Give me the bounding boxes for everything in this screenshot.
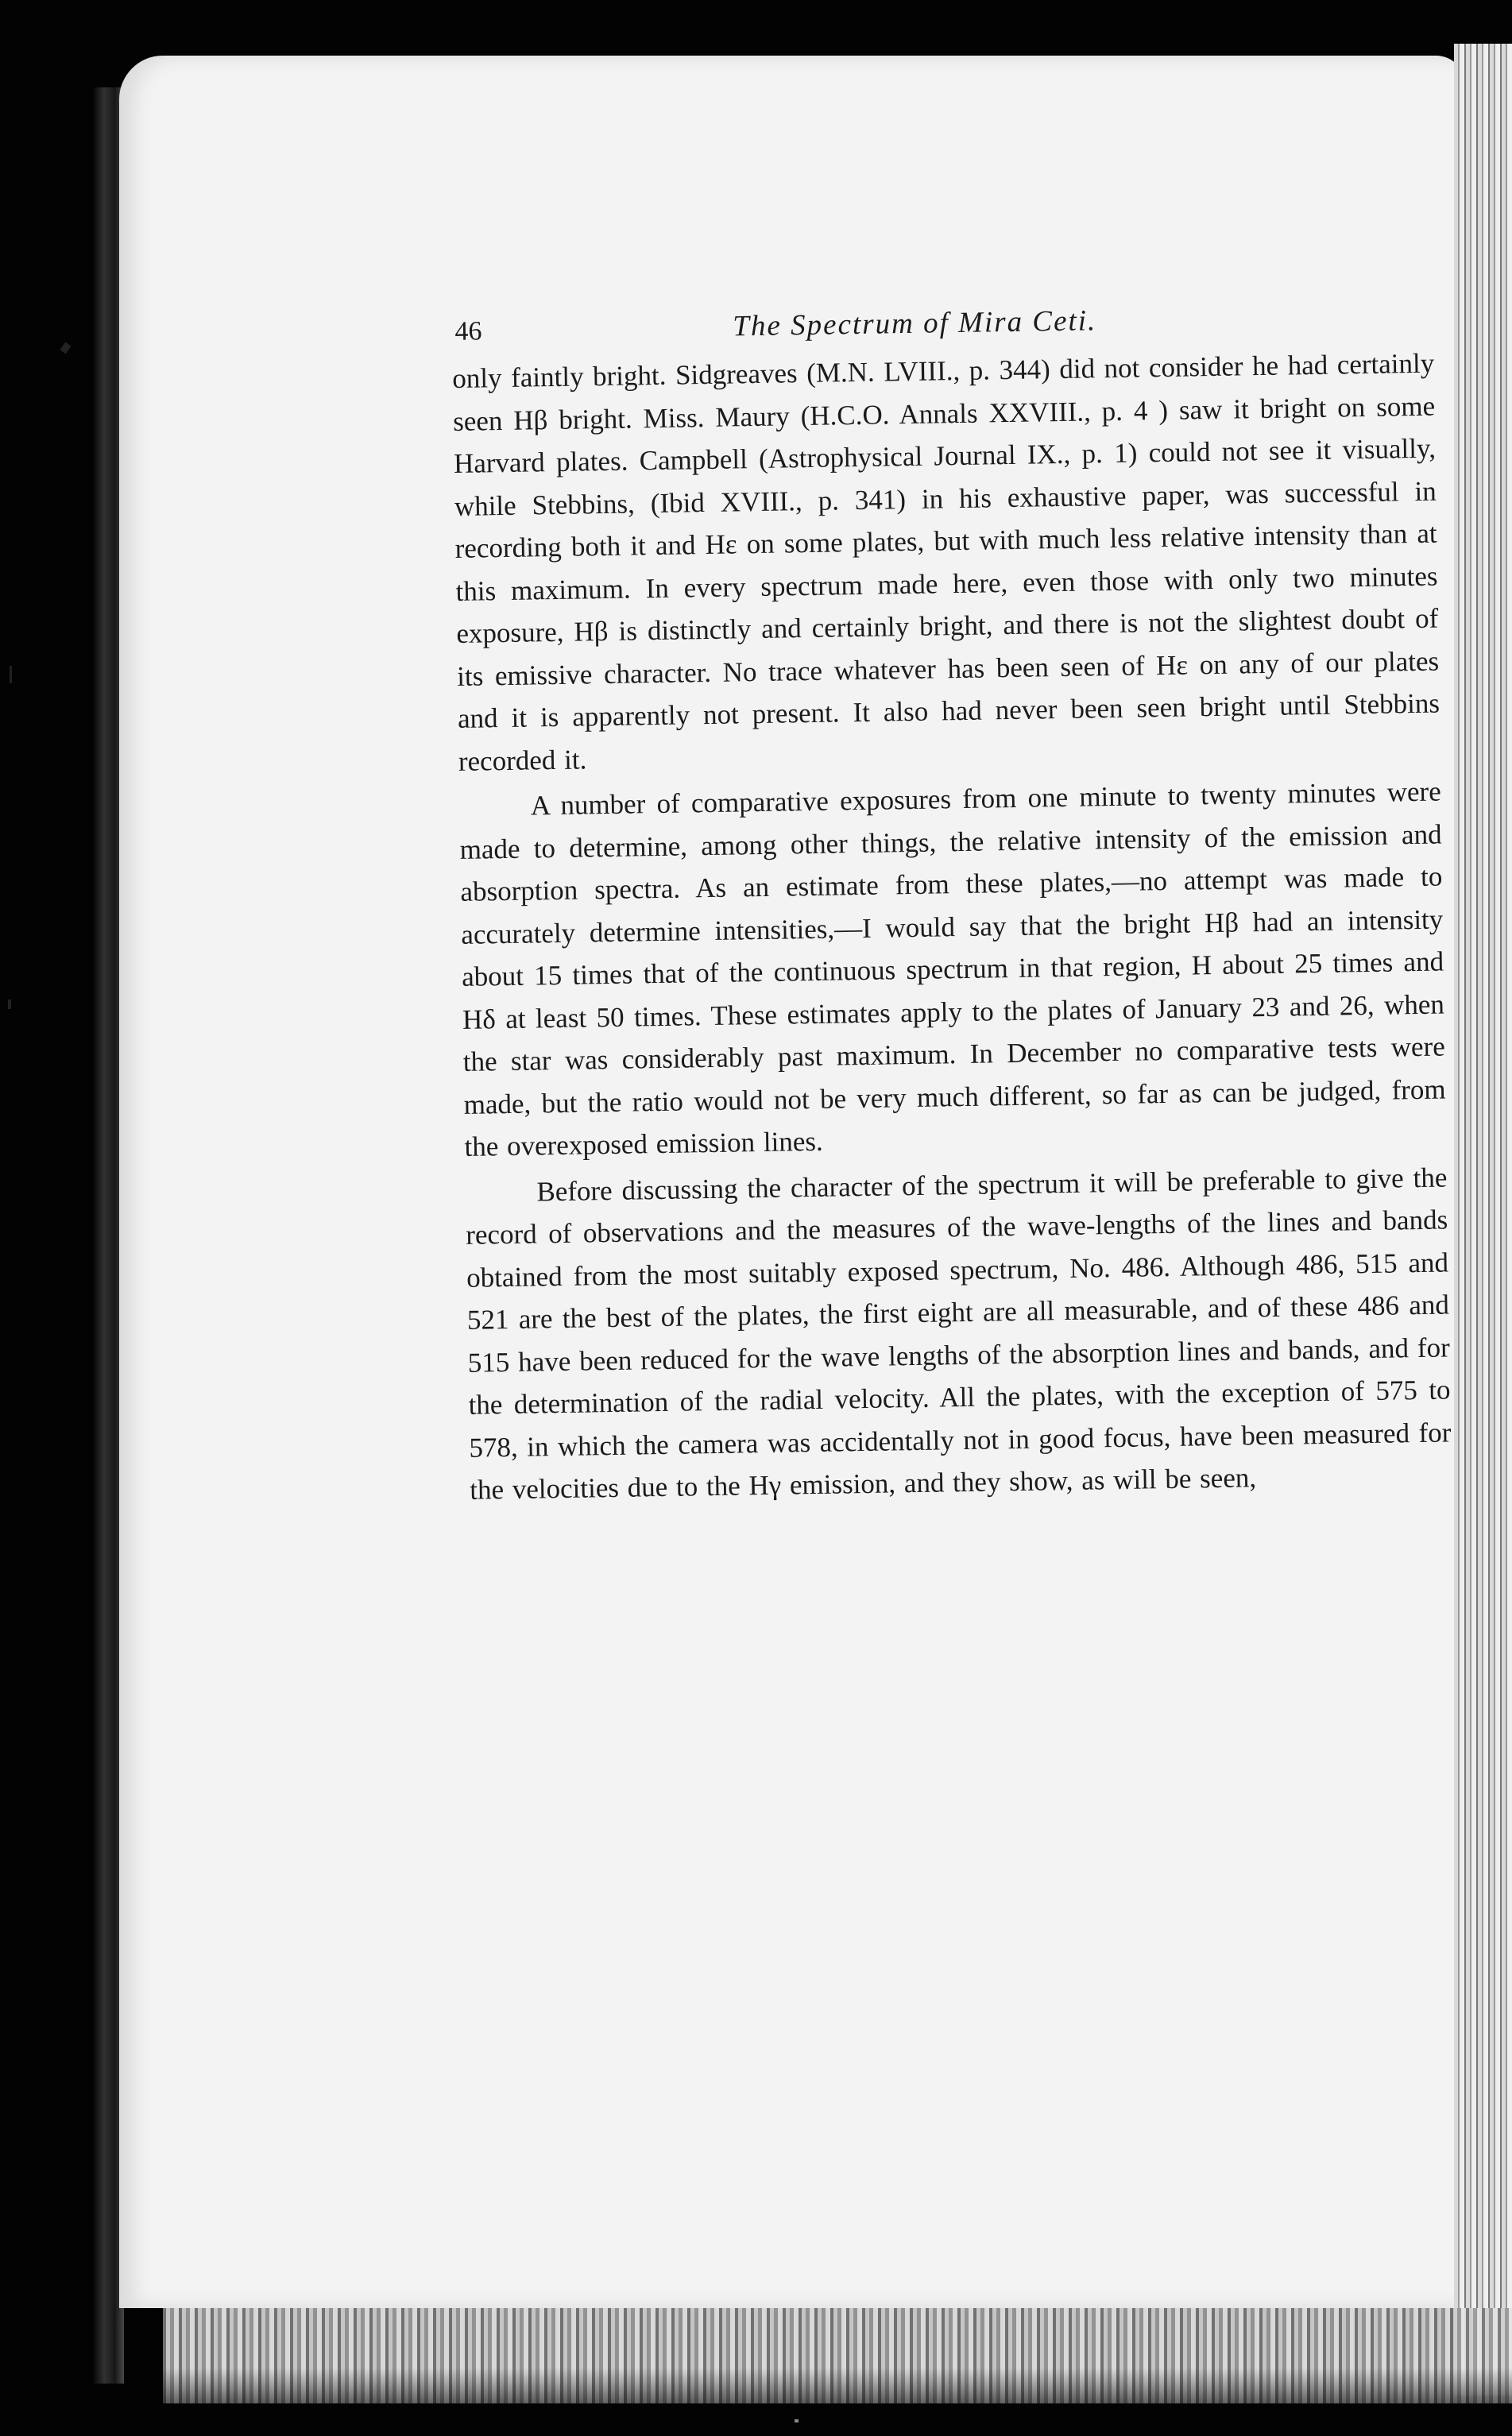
paragraph-continuation: only faintly bright. Sidgreaves (M.N. LVIII., p. 344) did not consider he had certainly seen Hβ bright. Miss. Maury (H.C.O. Annals XXVIII., p. 4 ) saw it bright on some Harvard plates. Campbell (Astrophysical Journal IX., p. 1) could not see it visually, while Stebbins, (Ibid XVIII., p. 341) in his exhaustive paper, was successful in recording both it and Hε on some plates, but with much less relative intensity than at this maximum. In every spectrum made here, even those with only two minutes exposure, Hβ is distinctly and certainly bright, and there is not the slightest doubt of its emissive character. No trace whatever has been seen of Hε on any of our plates and it is apparently not present. It also had never been seen bright until Stebbins recorded it. <box>452 347 1440 777</box>
running-title: The Spectrum of Mira Ceti. <box>733 304 1097 343</box>
paragraph-before-discussing: Before discussing the character of the spectrum it will be preferable to give the record of observations and the measures of the wave-lengths of the lines and bands obtained from the most suitably exposed spectrum, No. 486. Although 486, 515 and 521 are the best of the plates, the first eight are all measurable, and of these 486 and 515 have been reduced for the wave lengths of the absorption lines and bands, and for the determination of the radial velocity. All the plates, with the exception of 575 to 578, in which the camera was accidentally not in good focus, have been measured for the velocities due to the Hγ emission, and they show, as will be seen, <box>465 1161 1452 1506</box>
margin-speck-1 <box>60 342 71 354</box>
page-text <box>451 295 1452 1512</box>
paragraph-comparative-exposures: A number of comparative exposures from one minute to twenty minutes were made to determine, among other things, the relative intensity of the emission and absorption spectra. As an estimate from these plates,—no attempt was made to accurately determine intensities,—I would say that the bright Hβ had an intensity about 15 times that of the continuous spectrum in that region, H about 25 times and Hδ at least 50 times. These estimates apply to the plates of January 23 and 26, when the star was considerably past maximum. In December no comparative tests were made, but the ratio would not be very much different, so far as can be judged, from the overexposed emission lines. <box>459 775 1446 1162</box>
margin-speck-4 <box>795 2419 799 2422</box>
margin-speck-3 <box>8 1000 11 1009</box>
bottom-shadow <box>163 2368 1512 2403</box>
page-stack-edge <box>1454 44 1512 2395</box>
page-number: 46 <box>454 316 482 346</box>
margin-speck-2 <box>10 666 12 683</box>
